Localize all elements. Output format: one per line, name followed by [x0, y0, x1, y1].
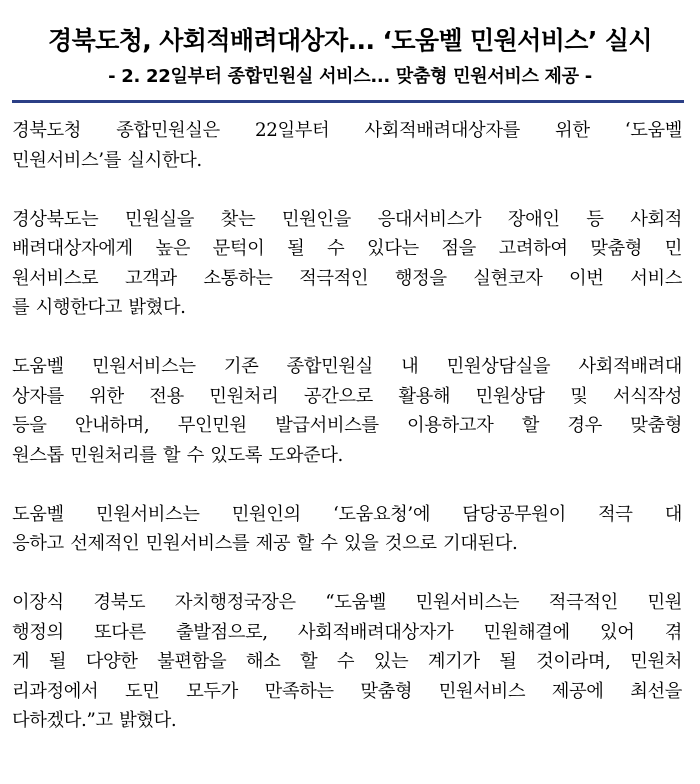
title-divider [12, 100, 684, 103]
text-line: 배려대상자에게 높은 문턱이 될 수 있다는 점을 고려하여 맞춤형 민 [12, 238, 682, 259]
text-line: 경북도청 종합민원실은 22일부터 사회적배려대상자를 위한 ‘도움벨 [12, 120, 682, 141]
document-subtitle: - 2. 22일부터 종합민원실 서비스... 맞춤형 민원서비스 제공 - [108, 66, 592, 87]
text-line: 다하겠다.”고 밝혔다. [12, 710, 177, 731]
article-body [12, 116, 682, 765]
paragraph-intro [12, 116, 682, 175]
text-line: 리과정에서 도민 모두가 만족하는 맞춤형 민원서비스 제공에 최선을 [12, 680, 682, 702]
text-line: 경상북도는 민원실을 찾는 민원인을 응대서비스가 장애인 등 사회적 [12, 208, 682, 230]
text-line: 민원서비스’를 실시한다. [12, 149, 202, 171]
text-line: 이장식 경북도 자치행정국장은 “도움벨 민원서비스는 적극적인 민원 [12, 592, 682, 613]
document-title: 경북도청, 사회적배려대상자... ‘도움벨 민원서비스’ 실시 [48, 26, 652, 55]
text-line: 게 될 다양한 불편함을 해소 할 수 있는 계기가 될 것이라며, 민원처 [12, 651, 682, 672]
text-line: 원서비스로 고객과 소통하는 적극적인 행정을 실현코자 이번 서비스 [12, 267, 682, 289]
text-line: 상자를 위한 전용 민원처리 공간으로 활용해 민원상담 및 서식작성 [12, 385, 682, 407]
text-line: 도움벨 민원서비스는 기존 종합민원실 내 민원상담실을 사회적배려대 [12, 356, 682, 377]
text-line: 를 시행한다고 밝혔다. [12, 297, 186, 318]
paragraph-background [12, 205, 682, 323]
paragraph-quote [12, 588, 682, 736]
text-line: 응하고 선제적인 민원서비스를 제공 할 수 있을 것으로 기대된다. [12, 533, 518, 554]
text-line: 원스톱 민원처리를 할 수 있도록 도와준다. [12, 444, 343, 466]
paragraph-expectation [12, 500, 682, 559]
text-line: 등을 안내하며, 무인민원 발급서비스를 이용하고자 할 경우 맞춤형 [12, 415, 682, 436]
paragraph-service-details [12, 352, 682, 470]
text-line: 행정의 또다른 출발점으로, 사회적배려대상자가 민원해결에 있어 겪 [12, 621, 682, 643]
text-line: 도움벨 민원서비스는 민원인의 ‘도움요청’에 담당공무원이 적극 대 [12, 503, 682, 525]
